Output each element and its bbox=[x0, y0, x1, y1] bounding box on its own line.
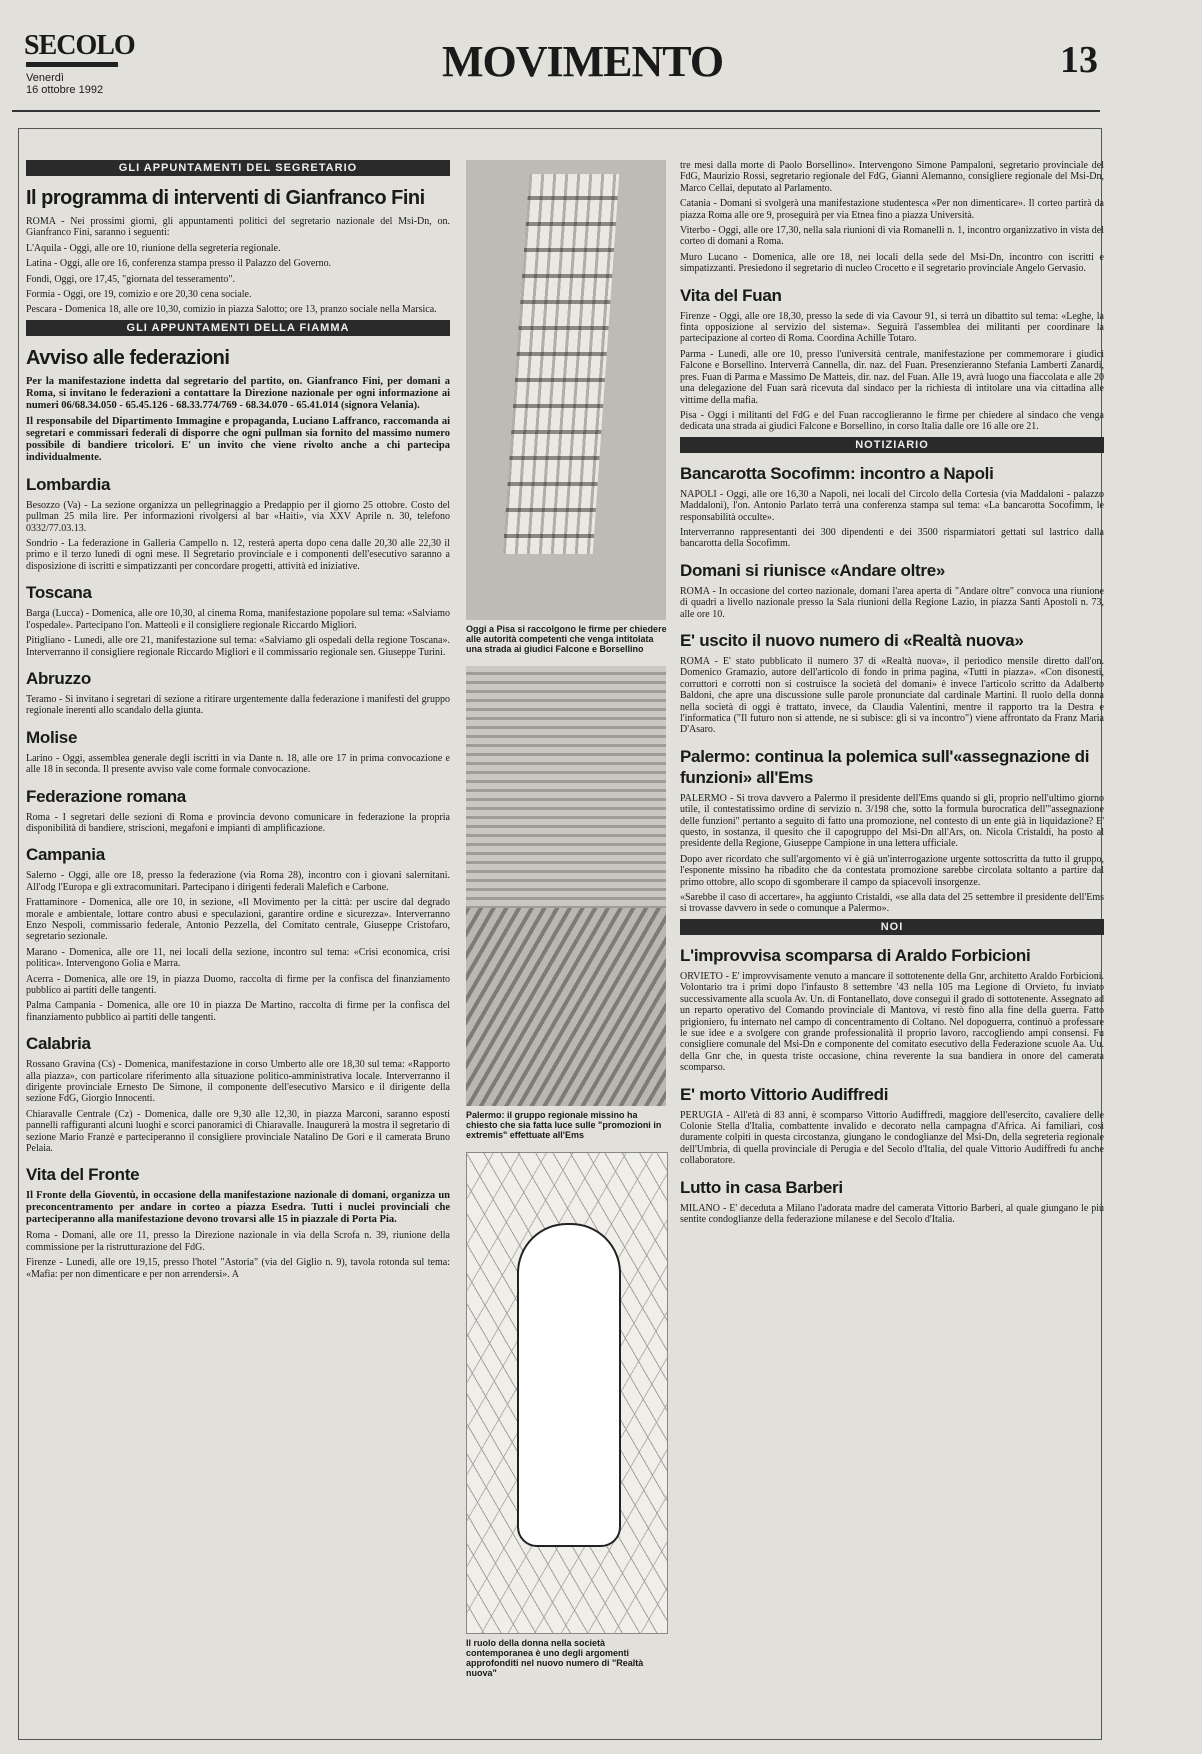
article-paragraph: PALERMO - Si trova davvero a Palermo il presidente dell'Ems quando si gli, proprio nell'ultimo giorno utile, il contestatissimo ordine di servizio n. 3/198 che, sotto la formula burocratica dell'"assegnazione delle funzioni" pertanto a seguito di fatto una promozione, nel contesto di un ente già in liquidazione? E' questo, in sostanza, il quesito che il capogruppo del Msi-Dn all'Ars, on. Nicola Cristaldi, ha posto al presidente della Regione, Giuseppe Campione in una lettera ufficiale. bbox=[680, 792, 1104, 850]
article-headline: E' uscito il nuovo numero di «Realtà nuova» bbox=[680, 630, 1024, 650]
section-bar: NOI bbox=[680, 919, 1104, 935]
article-paragraph: Pescara - Domenica 18, alle ore 10,30, comizio in piazza Salotto; ore 13, pranzo sociale nella Marsica. bbox=[26, 304, 437, 316]
article-paragraph: Formia - Oggi, ore 19, comizio e ore 20,30 cena sociale. bbox=[26, 289, 252, 301]
region-heading: Vita del Fronte bbox=[26, 1165, 140, 1185]
region-heading: Calabria bbox=[26, 1034, 91, 1054]
article-paragraph: Parma - Lunedì, alle ore 10, presso l'università centrale, manifestazione per commemorare i giudici Falcone e Borsellino. Interverrà Cannella, dir. naz. del Fuan. Presenzieranno Stefania Lamberti Zanardi, pres. Fuan di Parma e Massimo De Matteis, dir. naz. del Fuan. Alle 19, avrà luogo una fiaccolata e alle 20 una delegazione del Fuan sarà ricevuta dal sindaco per la richiesta di intitolare una via cittadina alle vittime della mafia. bbox=[680, 348, 1104, 406]
region-heading: Lombardia bbox=[26, 474, 111, 494]
article-paragraph: ROMA - In occasione del corteo nazionale, domani l'area aperta di "Andare oltre" convoca una riunione di quadri a livello nazionale presso la Sala riunioni della Regione Lazio, in piazza Santi Apostoli n. 73, alle ore 10. bbox=[680, 585, 1104, 620]
article-paragraph: Firenze - Lunedì, alle ore 19,15, presso l'hotel "Astoria" (via del Giglio n. 9), tavola rotonda sul tema: «Mafia: per non dimenticare e per non arrendersi». A bbox=[26, 1257, 450, 1280]
article-paragraph: Latina - Oggi, alle ore 16, conferenza stampa presso il Palazzo del Governo. bbox=[26, 258, 332, 270]
region-heading: Federazione romana bbox=[26, 786, 186, 806]
region-heading: Abruzzo bbox=[26, 668, 91, 688]
article-paragraph: L'Aquila - Oggi, alle ore 10, riunione della segreteria regionale. bbox=[26, 242, 281, 254]
photo-caption: Il ruolo della donna nella società contemporanea è uno degli argomenti approfonditi nel nuovo numero di "Realtà nuova" bbox=[466, 1638, 644, 1678]
article-paragraph: Larino - Oggi, assemblea generale degli iscritti in via Dante n. 18, alle ore 17 in prima convocazione e alle 18 in seconda. Il presente avviso vale come formale convocazione. bbox=[26, 752, 450, 776]
article-headline: Il programma di interventi di Gianfranco Fini bbox=[26, 187, 425, 209]
column-left bbox=[26, 156, 450, 1726]
article-paragraph: ROMA - E' stato pubblicato il numero 37 di «Realtà nuova», il periodico mensile diretto dall'on. Domenico Gramazio, autore dell'articolo di fondo in prima pagina, «Tutti in piazza». «Con disonesti, corruttori e corrotti non si costruisce la società del domani» è invece l'articolo scritto da Adalberto Baldoni, che apre una discussione sulle parole pronunciate dal cardinale Martini. Il ruolo della donna nella società di oggi è trattato, invece, da Claudia Valentini, mentre il rapporto tra la Destra e l'informatica ("Il futuro non si attende, ne si subisce: gli si va incontro") viene affrontato da Franz Maria D'Asaro. bbox=[680, 655, 1104, 736]
section-bar: GLI APPUNTAMENTI DELLA FIAMMA bbox=[26, 320, 450, 336]
article-paragraph: Roma - Domani, alle ore 11, presso la Direzione nazionale in via della Scrofa n. 39, riunione della commissione per la ristrutturazione del FdG. bbox=[26, 1230, 450, 1253]
article-paragraph: Chiaravalle Centrale (Cz) - Domenica, dalle ore 9,30 alle 12,30, in piazza Marconi, saranno esposti pannelli raffiguranti alcuni luoghi e scorci panoramici di Chiaravalle. Inaugurerà la mostra il segretario di sezione Mario Franzè e parteciperanno il consigliere provinciale Natalino De Gori e il camerata Bruno Pelaia. bbox=[26, 1108, 450, 1155]
article-paragraph: MILANO - E' deceduta a Milano l'adorata madre del camerata Vittorio Barberi, al quale giungano le più sentite condoglianze della federazione milanese e del Secolo d'Italia. bbox=[680, 1202, 1104, 1225]
illustration-woman-figure bbox=[466, 1152, 668, 1634]
photo-leaning-tower bbox=[466, 160, 666, 620]
section-bar: GLI APPUNTAMENTI DEL SEGRETARIO bbox=[26, 160, 450, 176]
page-number: 13 bbox=[1060, 39, 1098, 81]
article-paragraph: Firenze - Oggi, alle ore 18,30, presso la sede di via Cavour 91, si terrà un dibattito sul tema: «Leghe, la finta opposizione al servizio del sistema». Seguirà l'assemblea dei militanti per coordinare la partecipazione al corteo di Roma. Coordina Achille Totaro. bbox=[680, 310, 1104, 345]
column-photos bbox=[466, 160, 670, 1730]
section-bar: NOTIZIARIO bbox=[680, 437, 1104, 453]
header-rule bbox=[12, 110, 1100, 112]
article-headline: L'improvvisa scomparsa di Araldo Forbicioni bbox=[680, 945, 1031, 965]
issue-date: Venerdì 16 ottobre 1992 bbox=[26, 72, 104, 96]
article-paragraph: Interverranno rappresentanti dei 300 dipendenti e dei 3500 risparmiatori gettati sul lastrico dalla bancarotta della Socofimm. bbox=[680, 526, 1104, 550]
article-paragraph: Teramo - Si invitano i segretari di sezione a ritirare urgentemente dalla federazione i manifesti del gruppo regionale inerenti allo scandalo della giunta. bbox=[26, 693, 450, 717]
article-headline: Palermo: continua la polemica sull'«assegnazione di funzioni» all'Ems bbox=[680, 746, 1090, 787]
section-title: MOVIMENTO bbox=[442, 37, 724, 86]
article-paragraph: Rossano Gravina (Cs) - Domenica, manifestazione in corso Umberto alle ore 18,30 sul tema: «Rapporto alla piazza», con particolare riferimento alla situazione politico-amministrativa locale. Interverranno il dirigente provinciale Ernesto De Simone, il componente dell'esecutivo Marsico e il dirigente della sezione FdG, Giorgio Innocenti. bbox=[26, 1059, 450, 1105]
photo-caption: Oggi a Pisa si raccolgono le firme per chiedere alle autorità competenti che venga intitolata una strada ai giudici Falcone e Borsellino bbox=[466, 624, 667, 654]
article-paragraph: tre mesi dalla morte di Paolo Borsellino». Intervengono Simone Pampaloni, segretario provinciale del FdG, Maurizio Rossi, segretario regionale del FdG, Gianni Alemanno, consigliere regionale del Msi-Dn, Marco Cellai, deputato al Parlamento. bbox=[680, 160, 1104, 194]
tower-shape bbox=[503, 174, 620, 554]
article-paragraph: ORVIETO - E' improvvisamente venuto a mancare il sottotenente della Gnr, architetto Araldo Forbicioni. Volontario tra i primi dopo l'infausto 8 settembre '43 nella 105 ma Legione di Orvieto, fu inviato successivamente alla scuola Av. Un. di Fontanellato, dove conseguì il grado di sottotenente. Assegnato ad un reparto operativo del Comando provinciale di Mantova, vi restò fino alla fine della guerra. Fatto prigioniero, fu internato nel campo di concentramento di Coltano. Nel dopoguerra, continuò a professare le sue idee e a svolgere con grande professionalità il proprio lavoro, raccogliendo ampi consensi. Fu consigliere comunale del Msi-Dn e componente del comitato esecutivo della Federazione scuole Aa. Uu. della Gnr che, in questa triste occasione, china reverente la sua bandiera in onore del camerata scomparso. bbox=[680, 970, 1104, 1074]
region-heading: Campania bbox=[26, 845, 105, 865]
article-paragraph: Dopo aver ricordato che sull'argomento vi è già un'interrogazione urgente sottoscritta da tutto il gruppo, l'esponente missino ha ribadito che da contestata promozione sarebbe circolata soltanto a partire dal primo ottobre, allo scopo di sgomberare il campo da spiacevoli insorgenze. bbox=[680, 853, 1104, 888]
article-paragraph: Salerno - Oggi, alle ore 18, presso la federazione (via Roma 28), incontro con i giovani salernitani. All'odg l'Europa e gli extracomunitari. Partecipano i dirigenti federali Malefich e Carbone. bbox=[26, 870, 450, 893]
article-paragraph: Marano - Domenica, alle ore 11, nei locali della sezione, incontro sul tema: «Crisi economica, crisi politica». Intervengono Golia e Marra. bbox=[26, 946, 450, 970]
article-paragraph: Palma Campania - Domenica, alle ore 10 in piazza De Martino, raccolta di firme per la confisca del finanziamento pubblico ai partiti delle tangenti. bbox=[26, 1000, 450, 1023]
article-headline: Avviso alle federazioni bbox=[26, 346, 230, 369]
article-headline: Bancarotta Socofimm: incontro a Napoli bbox=[680, 463, 994, 483]
article-headline: Domani si riunisce «Andare oltre» bbox=[680, 560, 946, 580]
article-paragraph: Besozzo (Va) - La sezione organizza un pellegrinaggio a Predappio per il giorno 25 ottobre. Costo del pullman 25 mila lire. Per informazioni rivolgersi al bar «Haiti», via XXV Aprile n. 30, telefono 0332/77.03.13. bbox=[26, 499, 450, 534]
article-headline: Lutto in casa Barberi bbox=[680, 1177, 843, 1197]
article-paragraph: Viterbo - Oggi, alle ore 17,30, nella sala riunioni di via Romanelli n. 1, incontro organizzativo in vista del corteo di domani a Roma. bbox=[680, 225, 1104, 248]
region-heading: Molise bbox=[26, 727, 78, 747]
article-paragraph: Il Fronte della Gioventù, in occasione della manifestazione nazionale di domani, organizza un preconcentramento per andare in corteo a piazza Esedra. Tutti i nuclei provinciali che parteciperanno alla manifestazione devono trovarsi alle 15 in piazzale di Porta Pia. bbox=[26, 1190, 450, 1226]
logo-underline bbox=[26, 62, 118, 67]
article-paragraph: «Sarebbe il caso di accertare», ha aggiunto Cristaldi, «se alla data del 25 settembre il presidente dell'Ems si trovasse davvero in sede o comunque a Palermo». bbox=[680, 892, 1104, 915]
article-paragraph: Fondi, Oggi, ore 17,45, "giornata del tesseramento". bbox=[26, 273, 235, 285]
article-headline: E' morto Vittorio Audiffredi bbox=[680, 1084, 889, 1104]
photo-palermo-city bbox=[466, 666, 666, 1106]
article-paragraph: NAPOLI - Oggi, alle ore 16,30 a Napoli, nei locali del Circolo della Cortesia (via Maddaloni - palazzo Maddaloni), l'on. Antonio Parlato terrà una conferenza stampa sul tema: «La bancarotta Socofimm, le responsabilità occulte». bbox=[680, 488, 1104, 523]
article-paragraph: ROMA - Nei prossimi giorni, gli appuntamenti politici del segretario nazionale del Msi-Dn, on. Gianfranco Fini, saranno i seguenti: bbox=[26, 216, 450, 239]
article-headline: Vita del Fuan bbox=[680, 285, 782, 305]
article-paragraph: Pitigliano - Lunedì, alle ore 21, manifestazione sul tema: «Salviamo gli ospedali della regione Toscana». Interverranno il consigliere regionale Riccardo Migliori e il commissario regionale sen. Giuseppe Turini. bbox=[26, 635, 450, 658]
region-heading: Toscana bbox=[26, 583, 92, 603]
masthead bbox=[24, 30, 1104, 130]
article-paragraph: PERUGIA - All'età di 83 anni, è scomparso Vittorio Audiffredi, maggiore dell'esercito, cavaliere delle Colonie Stella d'Italia, combattente invalido e decorato nella campagna d'Africa. Ai familiari, così duramente colpiti in questa circostanza, giungano le condoglianze del Msi-Dn, della segreteria regionale dell'Umbria, di quella provinciale di Perugia e del Secolo d'Italia, del quale Vittorio Audiffredi fu anche collaboratore. bbox=[680, 1109, 1104, 1167]
article-paragraph: Pisa - Oggi i militanti del FdG e del Fuan raccoglieranno le firme per chiedere al sindaco che venga dedicata una strada ai giudici Falcone e Borsellino, in corso Italia dalle ore 16 alle ore 21. bbox=[680, 409, 1104, 433]
article-paragraph: Frattaminore - Domenica, alle ore 10, in sezione, «Il Movimento per la città: per uscire dal degrado morale e ambientale, lottare contro abusi e speculazioni, garantire ordine e sicurezza». Interverranno Enzo Nespoli, commissario federale, Antonio Pezzella, del Comitato centrale, Giuseppe Cristofaro, segretario sezionale. bbox=[26, 897, 450, 943]
figure-shape bbox=[517, 1223, 621, 1547]
article-paragraph: Muro Lucano - Domenica, alle ore 18, nei locali della sede del Msi-Dn, incontro con iscritti e simpatizzanti. Presiedono il segretario di nucleo Crocetto e il segretario provinciale Angelo Gervasio. bbox=[680, 251, 1104, 275]
newspaper-logo: SECOLO bbox=[24, 30, 135, 61]
article-paragraph: Il responsabile del Dipartimento Immagine e propaganda, Luciano Laffranco, raccomanda ai segretari e commissari federali di disporre che ogni pullman sia fornito del massimo numero possibile di bandiere tricolori. E' un invito che viene rivolto anche a chi partecipa individualmente. bbox=[26, 415, 450, 463]
article-paragraph: Per la manifestazione indetta dal segretario del partito, on. Gianfranco Fini, per domani a Roma, si invitano le federazioni a contattare la Direzione nazionale per ogni informazione ai numeri 06/68.34.050 - 65.45.126 - 68.33.774/769 - 68.34.070 - 65.41.014 (signora Velania). bbox=[26, 375, 450, 411]
article-paragraph: Acerra - Domenica, alle ore 19, in piazza Duomo, raccolta di firme per la confisca del finanziamento pubblico ai partiti delle tangenti. bbox=[26, 973, 450, 996]
article-paragraph: Sondrio - La federazione in Galleria Campello n. 12, resterà aperta dopo cena dalle 20,30 alle 22,30 il primo e il terzo lunedì di ogni mese. Il Segretario provinciale e i componenti dell'esecutivo saranno a disposizione di iscritti e simpatizzanti per concordare progetti, attività ed iniziative. bbox=[26, 538, 450, 572]
article-paragraph: Barga (Lucca) - Domenica, alle ore 10,30, al cinema Roma, manifestazione popolare sul tema: «Salviamo l'ospedale». Partecipano l'on. Matteoli e il consigliere regionale Riccardo Migliori. bbox=[26, 608, 450, 631]
article-paragraph: Catania - Domani si svolgerà una manifestazione studentesca «Per non dimenticare». Il corteo partirà da piazza Roma alle ore 9, proseguirà per via Etnea fino a piazza Università. bbox=[680, 198, 1104, 221]
column-right bbox=[680, 160, 1104, 1730]
photo-caption: Palermo: il gruppo regionale missino ha chiesto che sia fatta luce sulle "promozioni in extremis" effettuate all'Ems bbox=[466, 1110, 662, 1140]
article-paragraph: Roma - I segretari delle sezioni di Roma e provincia devono comunicare in federazione la propria disponibilità di bandiere, striscioni, megafoni e impianti di amplificazione. bbox=[26, 811, 450, 834]
